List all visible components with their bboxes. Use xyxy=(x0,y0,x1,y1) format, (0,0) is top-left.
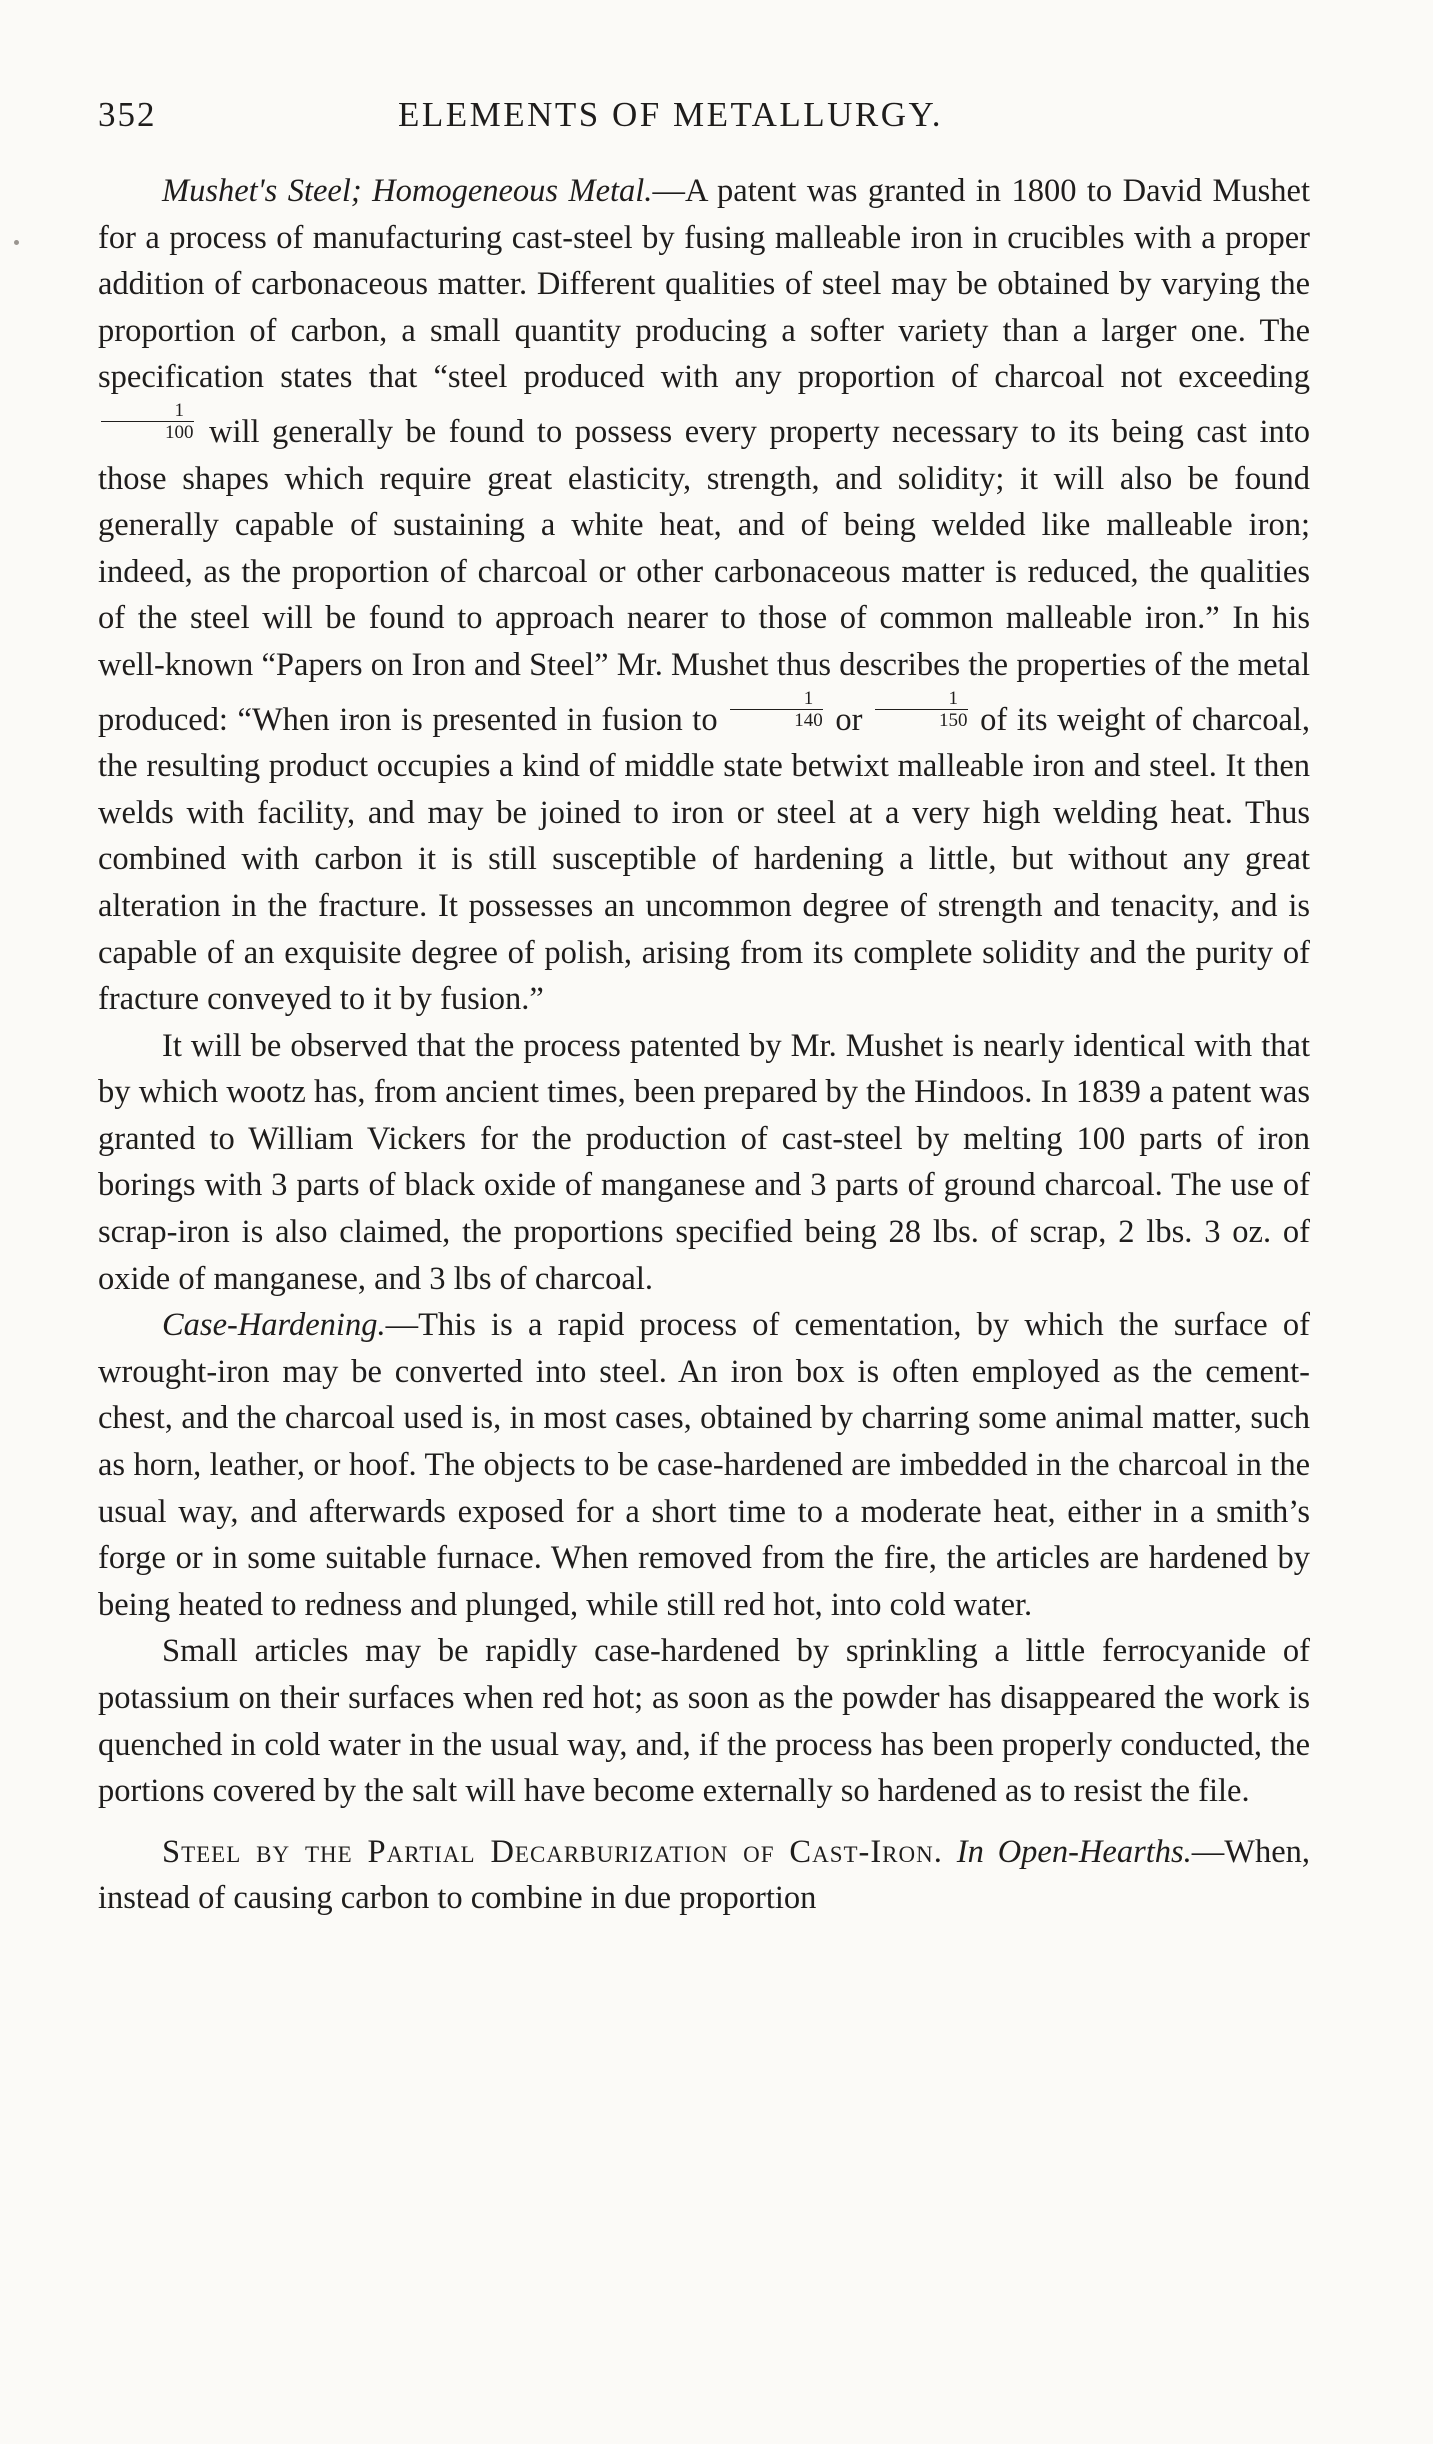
paragraph-text: or xyxy=(835,701,863,738)
paragraph-text: —A patent was granted in 1800 to David Mushet for a process of manufacturing cast-steel by fusing malleable iron in crucibles with a proper addition of carbonaceous matter. Different qualities of steel may be obtained by varying the proportion of carbon, a small quantity producing a softer variety than a larger one. The specification states that “steel produced with any proportion of charcoal not exceeding xyxy=(98,173,1310,396)
margin-speck xyxy=(14,240,19,245)
paragraph-small-articles: Small articles may be rapidly case-hardened by sprinkling a little ferrocyanide of potassium on their surfaces when red hot; as soon as the powder has disappeared the work is quenched in cold water in the usual way, and, if the process has been properly conducted, the portions covered by the salt will have become externally so hardened as to resist the file. xyxy=(98,1633,1310,1810)
section-heading-case-hardening: Case-Hardening. xyxy=(162,1307,386,1344)
paragraph-mushets-steel xyxy=(98,168,1310,1023)
paragraph-partial-decarburization xyxy=(98,1829,1310,1922)
fraction-numerator: 1 xyxy=(101,401,194,422)
fraction-numerator: 1 xyxy=(875,689,968,710)
paragraph-vickers-patent: It will be observed that the process patented by Mr. Mushet is nearly identical with that by which wootz has, from ancient times, been prepared by the Hindoos. In 1839 a patent was granted to William Vickers for the production of cast-steel by melting 100 parts of iron borings with 3 parts of black oxide of manganese and 3 parts of ground charcoal. The use of scrap-iron is also claimed, the proportions specified being 28 lbs. of scrap, 2 lbs. 3 oz. of oxide of manganese, and 3 lbs of charcoal. xyxy=(98,1027,1310,1297)
fraction-numerator: 1 xyxy=(730,689,823,710)
fraction xyxy=(875,689,968,730)
section-heading-mushets-steel: Mushet's Steel; Homogeneous Metal. xyxy=(162,173,653,209)
section-heading-partial-decarburization: Steel by the Partial Decarburization of Cast-Iron. xyxy=(162,1833,943,1870)
subsection-heading-open-hearths: In Open-Hearths. xyxy=(956,1833,1192,1870)
page-number: 352 xyxy=(98,95,157,134)
paragraph-text: —This is a rapid process of cementation, by which the surface of wrought-iron may be converted into steel. An iron box is often employed as the cement-chest, and the charcoal used is, in most cases, obtained by charring some animal matter, such as horn, leather, or hoof. The objects to be case-hardened are imbedded in the charcoal in the usual way, and afterwards exposed for a short time to a moderate heat, either in a smith’s forge or in some suitable furnace. When removed from the fire, the articles are hardened by being heated to redness and plunged, while still red hot, into cold water. xyxy=(98,1307,1310,1623)
fraction xyxy=(101,401,194,442)
fraction-denominator: 140 xyxy=(794,709,823,731)
body-text xyxy=(98,168,1310,1922)
running-head xyxy=(98,95,1308,145)
fraction-denominator: 150 xyxy=(939,709,968,731)
paragraph-text: of its weight of charcoal, the resulting product occupies a kind of middle state betwixt malleable iron and steel. It then welds with facility, and may be joined to iron or steel at a very high welding heat. Thus combined with carbon it is still susceptible of hardening a little, but without any great alteration in the fracture. It possesses an uncommon degree of strength and tenacity, and is capable of an exquisite degree of polish, arising from its complete solidity and the purity of fracture conveyed to it by fusion.” xyxy=(98,701,1311,1018)
paragraph-text: —When, instead of causing carbon to combine in due proportion xyxy=(98,1833,1311,1917)
running-title: ELEMENTS OF METALLURGY. xyxy=(398,95,944,134)
paragraph-text: will generally be found to possess every property necessary to its being cast into those shapes which require great elasticity, strength, and solidity; it will also be found generally capable of sustaining a white heat, and of being welded like malleable iron; indeed, as the proportion of charcoal or other carbonaceous matter is reduced, the qualities of the steel will be found to approach nearer to those of common malleable iron.” In his well-known “Papers on Iron and Steel” Mr. Mushet thus describes the properties of the metal produced: “When iron is presented in fusion to xyxy=(98,413,1310,738)
fraction xyxy=(730,689,823,730)
fraction-denominator: 100 xyxy=(165,421,194,443)
paragraph-case-hardening xyxy=(98,1302,1310,1628)
